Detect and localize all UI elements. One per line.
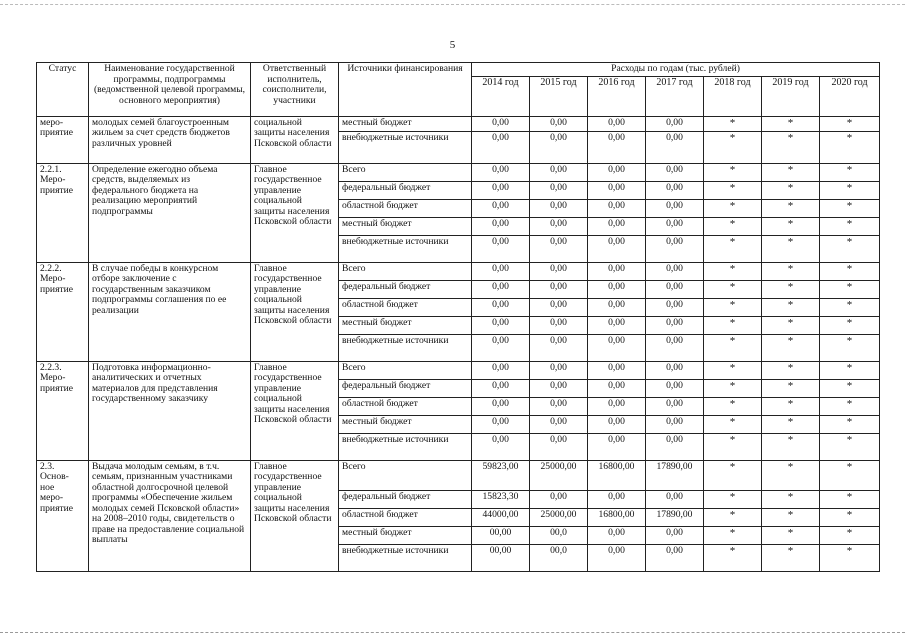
header-executor: Ответственный исполнитель, соисполнители, участники [251,63,339,117]
expense-placeholder: * [704,262,762,280]
expense-placeholder: * [704,163,762,181]
table-body [37,116,880,571]
expense-value: 0,00 [472,280,530,298]
expense-value: 0,00 [646,397,704,415]
row-program-name: В случае победы в конкурсном отборе заключение с государственным заказчиком подпрограммы соглашения по ее реализации [89,262,251,361]
header-year: 2020 год [820,76,880,116]
expense-value: 0,00 [646,199,704,217]
expense-placeholder: * [820,181,880,199]
expense-value: 0,00 [530,280,588,298]
expense-placeholder: * [820,131,880,163]
funding-source: внебюджетные источники [339,334,472,361]
expense-placeholder: * [820,361,880,379]
expense-placeholder: * [762,508,820,526]
expense-value: 0,00 [588,316,646,334]
expense-value: 0,00 [472,397,530,415]
expense-placeholder: * [820,433,880,460]
expense-placeholder: * [762,181,820,199]
expense-placeholder: * [704,526,762,544]
expense-placeholder: * [820,490,880,508]
row-executor: Главное государственное управление социальной защиты населения Псковской области [251,163,339,262]
funding-source: местный бюджет [339,415,472,433]
expense-placeholder: * [704,116,762,131]
funding-source: внебюджетные источники [339,235,472,262]
expense-placeholder: * [704,217,762,235]
funding-source: Всего [339,163,472,181]
expense-placeholder: * [820,199,880,217]
table-row [37,460,880,490]
expense-value: 0,00 [588,526,646,544]
table-row [37,163,880,181]
funding-source: внебюджетные источники [339,433,472,460]
expense-placeholder: * [704,298,762,316]
expense-value: 0,00 [472,379,530,397]
expense-placeholder: * [704,544,762,571]
expense-placeholder: * [762,280,820,298]
expense-value: 0,00 [472,131,530,163]
expense-value: 0,00 [472,217,530,235]
expense-value: 0,00 [530,397,588,415]
expense-value: 0,00 [530,334,588,361]
expense-value: 16800,00 [588,508,646,526]
expense-placeholder: * [704,490,762,508]
expense-placeholder: * [704,181,762,199]
expense-placeholder: * [820,280,880,298]
row-program-name: Определение ежегодно объема средств, выделяемых из федерального бюджета на реализацию мероприятий подпрограммы [89,163,251,262]
funding-source: федеральный бюджет [339,181,472,199]
expense-value: 0,00 [472,116,530,131]
expense-value: 0,00 [472,181,530,199]
expense-placeholder: * [704,334,762,361]
funding-source: областной бюджет [339,397,472,415]
expense-placeholder: * [704,280,762,298]
expense-placeholder: * [762,298,820,316]
expense-placeholder: * [704,508,762,526]
expense-value: 0,00 [530,199,588,217]
header-year: 2018 год [704,76,762,116]
expense-placeholder: * [762,316,820,334]
expense-value: 0,00 [588,217,646,235]
expense-placeholder: * [762,460,820,490]
expense-placeholder: * [762,131,820,163]
expense-placeholder: * [704,433,762,460]
expense-value: 0,00 [588,379,646,397]
expense-value: 0,00 [646,433,704,460]
expense-placeholder: * [762,526,820,544]
expense-value: 0,00 [646,262,704,280]
expense-placeholder: * [762,262,820,280]
expense-value: 0,00 [530,415,588,433]
expense-placeholder: * [704,379,762,397]
row-executor: Главное государственное управление социальной защиты населения Псковской области [251,262,339,361]
expense-placeholder: * [704,199,762,217]
expense-value: 44000,00 [472,508,530,526]
expense-value: 0,00 [530,361,588,379]
funding-source: федеральный бюджет [339,280,472,298]
expense-value: 00,00 [472,526,530,544]
expense-value: 0,00 [588,116,646,131]
expense-value: 17890,00 [646,508,704,526]
header-sources: Источники финансирования [339,63,472,117]
expense-value: 0,00 [588,361,646,379]
expense-value: 0,00 [588,181,646,199]
expense-value: 0,00 [530,433,588,460]
expense-placeholder: * [762,163,820,181]
expense-value: 0,00 [646,181,704,199]
expense-value: 0,00 [588,397,646,415]
expense-placeholder: * [762,334,820,361]
expense-placeholder: * [704,316,762,334]
expense-placeholder: * [762,415,820,433]
expense-value: 0,00 [646,217,704,235]
expense-value: 0,00 [472,415,530,433]
expense-placeholder: * [820,298,880,316]
funding-source: областной бюджет [339,298,472,316]
expense-placeholder: * [820,526,880,544]
expense-value: 0,00 [646,131,704,163]
expenses-table [36,62,880,572]
expense-value: 0,00 [530,235,588,262]
expense-value: 0,00 [472,235,530,262]
funding-source: внебюджетные источники [339,544,472,571]
expense-placeholder: * [762,490,820,508]
expense-placeholder: * [762,544,820,571]
expense-value: 00,0 [530,544,588,571]
scan-border-bottom [0,632,905,634]
expense-value: 0,00 [646,334,704,361]
header-expenses: Расходы по годам (тыс. рублей) [472,63,880,77]
expense-value: 0,00 [646,379,704,397]
expense-value: 0,00 [646,490,704,508]
row-executor: социальной защиты населения Псковской области [251,116,339,163]
expense-placeholder: * [820,460,880,490]
expense-value: 0,00 [646,235,704,262]
header-year: 2015 год [530,76,588,116]
expense-value: 00,00 [472,544,530,571]
expense-value: 0,00 [530,131,588,163]
expense-placeholder: * [762,397,820,415]
expense-value: 0,00 [472,361,530,379]
expense-value: 0,00 [588,433,646,460]
expense-value: 0,00 [646,298,704,316]
row-program-name: Выдача молодым семьям, в т.ч. семьям, признанным участниками областной долгосрочной целевой программы «Обеспечение жильем молодых семей Псковской области» на 2008–2010 годы, свидетельств о праве на предоставление социальной выплаты [89,460,251,571]
expense-value: 0,00 [472,433,530,460]
expense-placeholder: * [820,508,880,526]
expense-value: 17890,00 [646,460,704,490]
expense-value: 0,00 [588,415,646,433]
table-row [37,116,880,131]
funding-source: Всего [339,361,472,379]
expense-value: 0,00 [646,316,704,334]
expense-value: 0,00 [588,544,646,571]
expense-value: 25000,00 [530,460,588,490]
row-status: 2.2.1. Меро- приятие [37,163,89,262]
expense-placeholder: * [820,397,880,415]
header-status: Статус [37,63,89,117]
expense-placeholder: * [820,163,880,181]
expense-placeholder: * [762,433,820,460]
expense-placeholder: * [762,235,820,262]
funding-source: местный бюджет [339,316,472,334]
funding-source: местный бюджет [339,116,472,131]
header-name: Наименование государственной программы, подпрограммы (ведомственной целевой программы, основного мероприятия) [89,63,251,117]
row-executor: Главное государственное управление социальной защиты населения Псковской области [251,460,339,571]
expense-value: 0,00 [530,163,588,181]
expense-value: 0,00 [472,334,530,361]
expense-value: 0,00 [646,544,704,571]
expense-value: 00,0 [530,526,588,544]
expense-value: 0,00 [646,116,704,131]
expense-value: 0,00 [646,280,704,298]
header-year: 2014 год [472,76,530,116]
expense-placeholder: * [704,415,762,433]
expense-value: 0,00 [472,199,530,217]
funding-source: внебюджетные источники [339,131,472,163]
expense-value: 0,00 [588,131,646,163]
row-status: 2.2.3. Меро- приятие [37,361,89,460]
funding-source: Всего [339,262,472,280]
expense-placeholder: * [820,316,880,334]
expense-placeholder: * [704,397,762,415]
expense-placeholder: * [820,334,880,361]
expense-value: 16800,00 [588,460,646,490]
expense-placeholder: * [820,217,880,235]
expense-placeholder: * [820,415,880,433]
expense-value: 0,00 [646,415,704,433]
expense-value: 0,00 [530,217,588,235]
expense-placeholder: * [704,460,762,490]
expense-value: 0,00 [646,163,704,181]
row-status: 2.2.2. Меро- приятие [37,262,89,361]
funding-source: Всего [339,460,472,490]
expense-value: 0,00 [588,298,646,316]
expense-value: 0,00 [472,163,530,181]
expense-value: 25000,00 [530,508,588,526]
expense-value: 0,00 [530,298,588,316]
row-program-name: молодых семей благоустроенным жильем за счет средств бюджетов различных уровней [89,116,251,163]
funding-source: федеральный бюджет [339,490,472,508]
expense-value: 0,00 [588,262,646,280]
expense-value: 0,00 [530,116,588,131]
expense-value: 0,00 [588,199,646,217]
table-row [37,262,880,280]
expense-value: 0,00 [530,379,588,397]
funding-source: федеральный бюджет [339,379,472,397]
header-year: 2016 год [588,76,646,116]
expense-value: 0,00 [530,316,588,334]
expense-value: 0,00 [588,334,646,361]
expense-value: 0,00 [530,181,588,199]
expense-value: 0,00 [646,526,704,544]
row-executor: Главное государственное управление социальной защиты населения Псковской области [251,361,339,460]
expense-placeholder: * [704,131,762,163]
expense-placeholder: * [704,235,762,262]
header-year: 2017 год [646,76,704,116]
expense-value: 0,00 [472,262,530,280]
expense-value: 0,00 [530,490,588,508]
expense-value: 0,00 [646,361,704,379]
row-status: меро- приятие [37,116,89,163]
scan-border-top [0,4,905,6]
expense-placeholder: * [762,116,820,131]
expense-placeholder: * [762,199,820,217]
expense-value: 0,00 [588,163,646,181]
table-row [37,361,880,379]
expense-value: 59823,00 [472,460,530,490]
expense-value: 0,00 [472,298,530,316]
expense-placeholder: * [762,217,820,235]
funding-source: местный бюджет [339,217,472,235]
header-year: 2019 год [762,76,820,116]
funding-source: областной бюджет [339,199,472,217]
funding-source: областной бюджет [339,508,472,526]
expense-value: 0,00 [588,280,646,298]
expense-value: 0,00 [588,490,646,508]
page-number: 5 [449,39,456,51]
expense-value: 15823,30 [472,490,530,508]
expense-placeholder: * [820,262,880,280]
expense-value: 0,00 [472,316,530,334]
expense-placeholder: * [820,544,880,571]
expense-value: 0,00 [530,262,588,280]
funding-source: местный бюджет [339,526,472,544]
expense-placeholder: * [762,361,820,379]
expense-placeholder: * [704,361,762,379]
expense-placeholder: * [820,116,880,131]
row-status: 2.3. Основ- ное меро- приятие [37,460,89,571]
expense-placeholder: * [762,379,820,397]
row-program-name: Подготовка информационно-аналитических и отчетных материалов для представления государственному заказчику [89,361,251,460]
expense-value: 0,00 [588,235,646,262]
expense-placeholder: * [820,235,880,262]
expense-placeholder: * [820,379,880,397]
